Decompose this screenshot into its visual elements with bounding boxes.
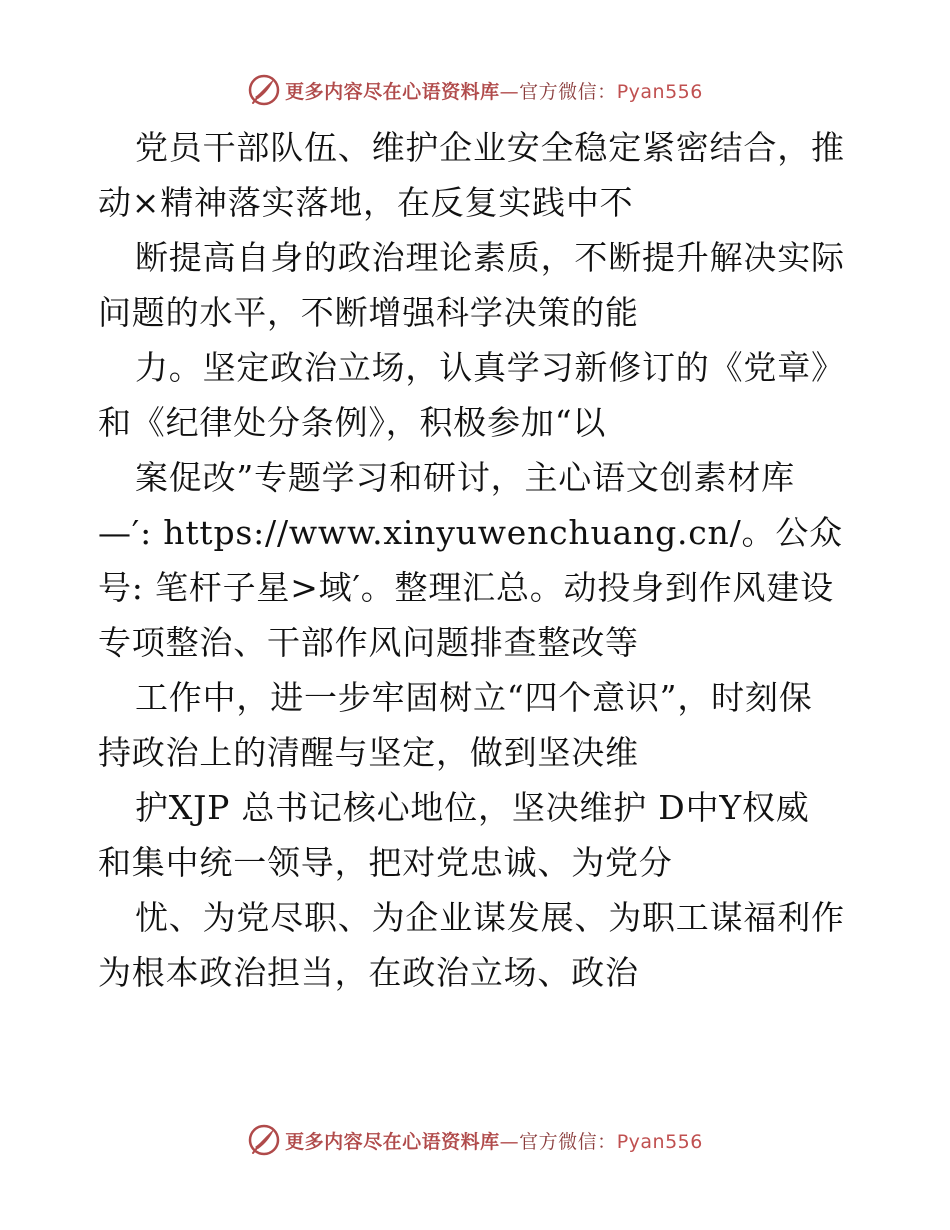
footer-watermark-text bbox=[285, 1127, 703, 1154]
watermark-separator: — bbox=[499, 80, 520, 103]
body-text-line: 案促改”专题学习和研讨，主心语文创素材库 bbox=[135, 458, 795, 497]
body-text-line: 专项整治、干部作风问题排查整改等 bbox=[98, 623, 639, 662]
body-text-line: 护XJP 总书记核心地位，坚决维护 D中Y权威 bbox=[135, 788, 810, 827]
watermark-wechat-id: Pyan556 bbox=[616, 80, 703, 103]
body-text-line: —′: https://www.xinyuwenchuang.cn/。公众 bbox=[98, 513, 843, 552]
header-watermark-text bbox=[285, 77, 703, 104]
footer-watermark-banner bbox=[0, 1122, 950, 1158]
body-text-line: 断提高自身的政治理论素质，不断提升解决实际 bbox=[135, 238, 845, 277]
body-text-line: 力。坚定政治立场，认真学习新修订的《党章》 bbox=[135, 348, 845, 387]
watermark-wechat-label: 官方微信： bbox=[519, 80, 617, 103]
body-text-line: 党员干部队伍、维护企业安全稳定紧密结合，推 bbox=[135, 128, 845, 167]
watermark-brand: 更多内容尽在心语资料库 bbox=[285, 1130, 500, 1153]
watermark-wechat-id: Pyan556 bbox=[616, 1130, 703, 1153]
body-text-line: 为根本政治担当，在政治立场、政治 bbox=[98, 953, 639, 992]
body-text-line: 工作中，进一步牢固树立“四个意识”，时刻保 bbox=[135, 678, 813, 717]
document-body bbox=[98, 120, 858, 1000]
watermark-separator: — bbox=[499, 1130, 520, 1153]
feather-seal-icon bbox=[247, 73, 281, 107]
body-text-line: 忧、为党尽职、为企业谋发展、为职工谋福利作 bbox=[135, 898, 845, 937]
body-text-line: 和《纪律处分条例》，积极参加“以 bbox=[98, 403, 607, 442]
body-text-line: 动×精神落实落地，在反复实践中不 bbox=[98, 183, 634, 222]
body-text-line: 和集中统一领导，把对党忠诚、为党分 bbox=[98, 843, 673, 882]
body-text-line: 问题的水平，不断增强科学决策的能 bbox=[98, 293, 639, 332]
body-text-line: 持政治上的清醒与坚定，做到坚决维 bbox=[98, 733, 639, 772]
header-watermark-banner bbox=[0, 72, 950, 108]
body-text-line: 号: 笔杆子星>域′。整理汇总。动投身到作风建设 bbox=[98, 568, 834, 607]
feather-seal-icon bbox=[247, 1123, 281, 1157]
watermark-wechat-label: 官方微信： bbox=[519, 1130, 617, 1153]
watermark-brand: 更多内容尽在心语资料库 bbox=[285, 80, 500, 103]
